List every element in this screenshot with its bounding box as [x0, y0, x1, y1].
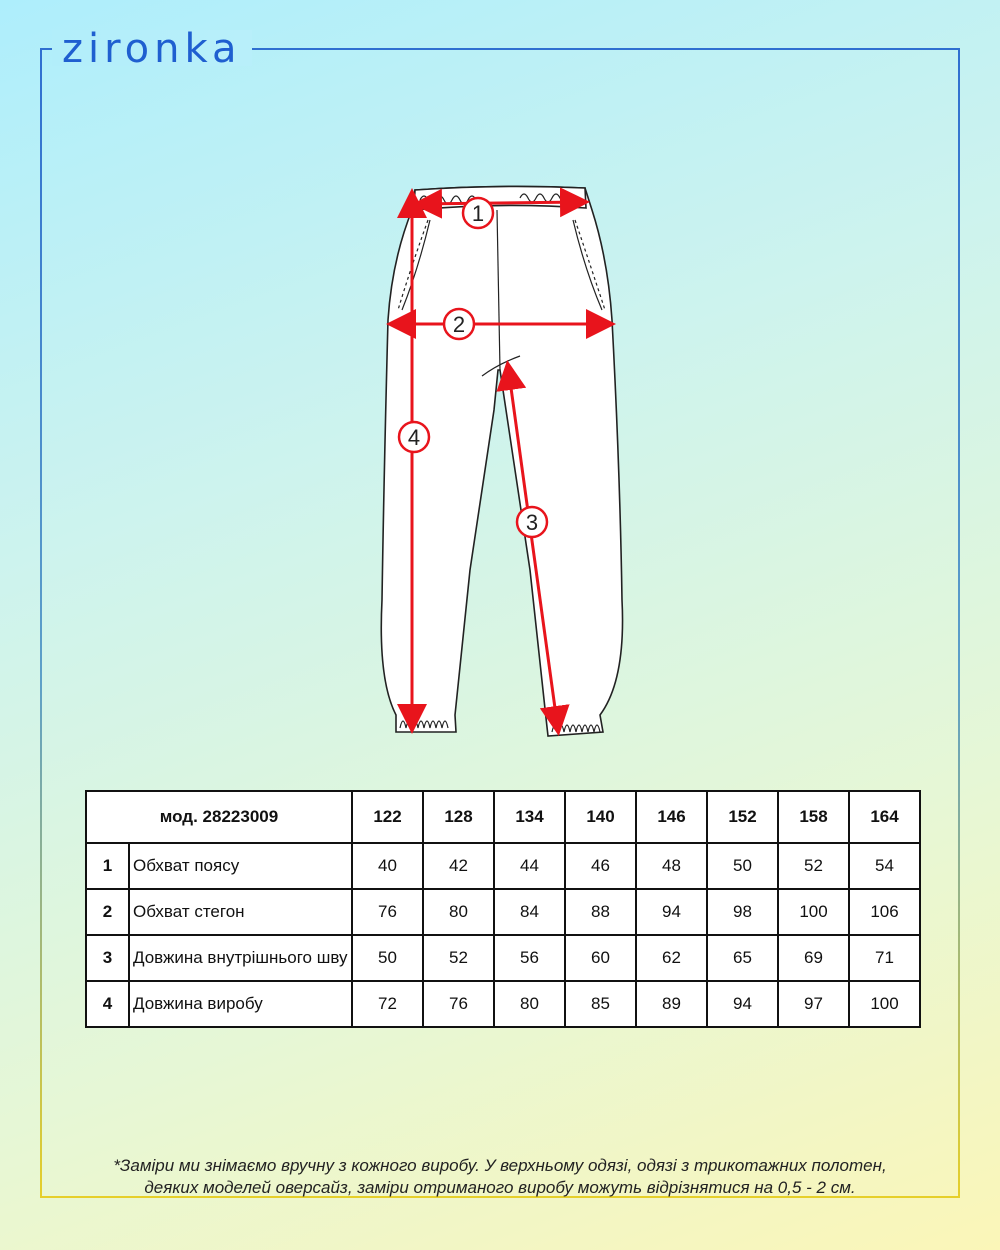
- footnote-line-1: *Заміри ми знімаємо вручну з кожного виробу. У верхньому одязі, одязі з трикотажних полотен,: [113, 1156, 887, 1175]
- marker-4: [399, 422, 429, 452]
- size-header: 146: [636, 791, 707, 843]
- table-cell: 65: [707, 935, 778, 981]
- table-cell: 72: [352, 981, 423, 1027]
- svg-text:1: 1: [471, 201, 485, 226]
- table-header-row: [86, 791, 920, 843]
- table-cell: 44: [494, 843, 565, 889]
- table-cell: 69: [778, 935, 849, 981]
- size-table: [85, 790, 921, 1028]
- svg-text:4: 4: [407, 425, 421, 450]
- table-cell: 85: [565, 981, 636, 1027]
- row-label: Обхват поясу: [129, 843, 352, 889]
- table-cell: 94: [636, 889, 707, 935]
- row-number: 3: [86, 935, 129, 981]
- table-cell: 52: [778, 843, 849, 889]
- table-cell: 76: [352, 889, 423, 935]
- size-header: 140: [565, 791, 636, 843]
- size-header: 122: [352, 791, 423, 843]
- size-header: 158: [778, 791, 849, 843]
- size-header: 128: [423, 791, 494, 843]
- table-cell: 88: [565, 889, 636, 935]
- table-cell: 56: [494, 935, 565, 981]
- model-label: мод. 28223009: [86, 791, 352, 843]
- table-cell: 62: [636, 935, 707, 981]
- marker-1: [463, 198, 493, 228]
- row-number: 2: [86, 889, 129, 935]
- brand-logo: zironka: [62, 26, 242, 72]
- footnote: [40, 1155, 960, 1199]
- frame-right-edge: [958, 48, 960, 1198]
- table-cell: 46: [565, 843, 636, 889]
- svg-text:3: 3: [525, 510, 539, 535]
- table-cell: 42: [423, 843, 494, 889]
- table-row: [86, 889, 920, 935]
- table-cell: 60: [565, 935, 636, 981]
- table-cell: 76: [423, 981, 494, 1027]
- table-cell: 50: [352, 935, 423, 981]
- table-cell: 84: [494, 889, 565, 935]
- table-cell: 40: [352, 843, 423, 889]
- marker-3: [517, 507, 547, 537]
- table-cell: 80: [494, 981, 565, 1027]
- table-row: [86, 843, 920, 889]
- arrow-waist: [418, 202, 584, 204]
- table-cell: 89: [636, 981, 707, 1027]
- row-label: Довжина виробу: [129, 981, 352, 1027]
- table-cell: 80: [423, 889, 494, 935]
- footnote-line-2: деяких моделей оверсайз, заміри отриманого виробу можуть відрізнятися на 0,5 - 2 см.: [144, 1178, 856, 1197]
- row-label: Обхват стегон: [129, 889, 352, 935]
- marker-2: [444, 309, 474, 339]
- table-cell: 106: [849, 889, 920, 935]
- row-label: Довжина внутрішнього шву: [129, 935, 352, 981]
- table-cell: 54: [849, 843, 920, 889]
- table-cell: 100: [778, 889, 849, 935]
- table-cell: 100: [849, 981, 920, 1027]
- table-cell: 48: [636, 843, 707, 889]
- size-header: 134: [494, 791, 565, 843]
- row-number: 4: [86, 981, 129, 1027]
- table-row: [86, 935, 920, 981]
- table-cell: 94: [707, 981, 778, 1027]
- table-cell: 97: [778, 981, 849, 1027]
- svg-text:2: 2: [452, 312, 466, 337]
- pants-measurement-diagram: [370, 180, 630, 750]
- table-cell: 50: [707, 843, 778, 889]
- table-cell: 52: [423, 935, 494, 981]
- table-cell: 71: [849, 935, 920, 981]
- table-cell: 98: [707, 889, 778, 935]
- table-row: [86, 981, 920, 1027]
- row-number: 1: [86, 843, 129, 889]
- size-header: 164: [849, 791, 920, 843]
- frame-left-edge: [40, 48, 42, 1198]
- size-header: 152: [707, 791, 778, 843]
